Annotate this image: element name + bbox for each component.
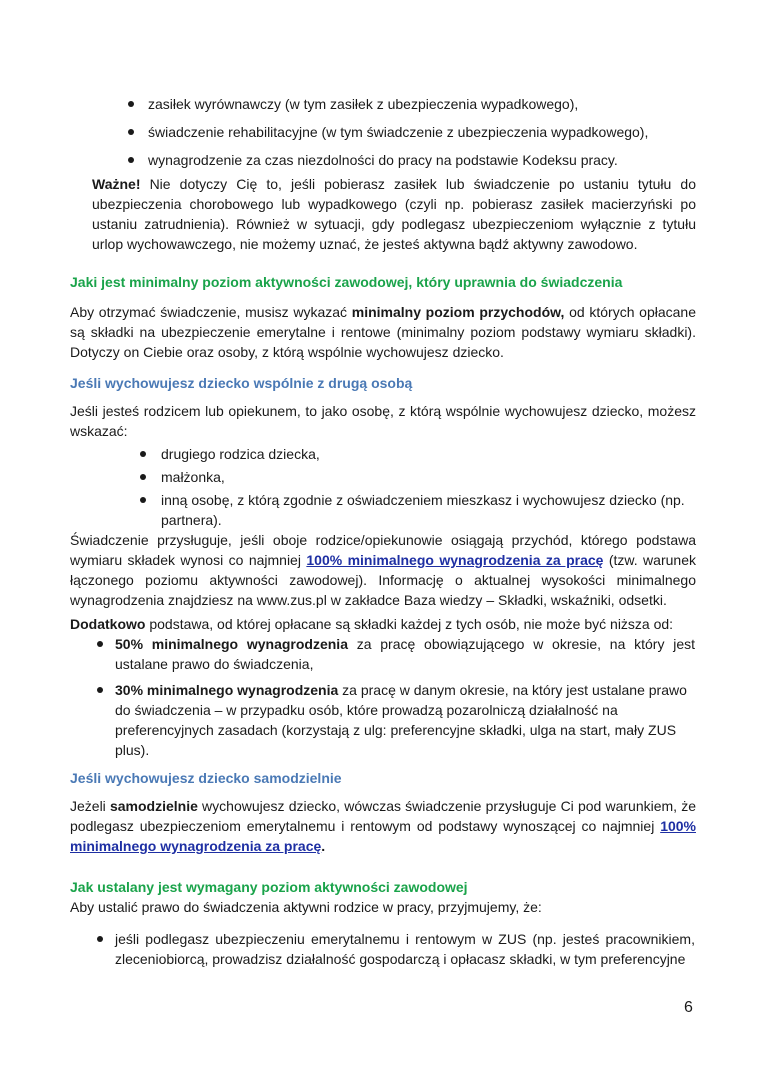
- minimum-wage-link[interactable]: 100% minimalnego wynagrodzenia za pracę: [70, 818, 696, 854]
- section-heading: Jeśli wychowujesz dziecko wspólnie z drugą osobą: [70, 375, 413, 391]
- list-item: świadczenie rehabilitacyjne (w tym świadczenie z ubezpieczenia wypadkowego),: [118, 122, 698, 150]
- section-heading: Jeśli wychowujesz dziecko samodzielnie: [70, 770, 342, 786]
- list-item: zasiłek wyrównawczy (w tym zasiłek z ubezpieczenia wypadkowego),: [118, 94, 698, 122]
- bullet-icon: [128, 157, 134, 163]
- list-item: inną osobę, z którą zgodnie z oświadczeniem mieszkasz i wychowujesz dziecko (np. partnera).: [132, 490, 698, 530]
- section-heading: Jak ustalany jest wymagany poziom aktywności zawodowej: [70, 879, 468, 895]
- paragraph: Jeśli jesteś rodzicem lub opiekunem, to jako osobę, z którą wspólnie wychowujesz dziecko, możesz wskazać:: [70, 403, 696, 439]
- bullet-icon: [97, 641, 103, 647]
- bullet-list: [132, 444, 698, 530]
- list-item: drugiego rodzica dziecka,: [132, 444, 698, 467]
- sub-bullet-list: [92, 634, 698, 760]
- list-item: 50% minimalnego wynagrodzenia za pracę obowiązującego w okresie, na który jest ustalane prawo do świadczenia,: [92, 634, 698, 680]
- paragraph: Dodatkowo podstawa, od której opłacane są składki każdej z tych osób, nie może być niższa od:: [70, 616, 674, 632]
- list-item: 30% minimalnego wynagrodzenia za pracę w danym okresie, na który jest ustalane prawo do świadczenia – w przypadku osób, które prowadzą pozarolniczą działalność na preferencyjnych zasadach (korzystają z ulg: preferencyjne składki, ulga na start, mały ZUS plus).: [92, 680, 698, 760]
- paragraph: Jeżeli samodzielnie wychowujesz dziecko, wówczas świadczenie przysługuje Ci pod warunkiem, że podlegasz ubezpieczeniom emerytalnemu i rentowym od podstawy wynoszącej co najmniej 100% minimalnego wynagrodzenia za pracę.: [70, 798, 697, 854]
- page-number: 6: [684, 999, 693, 1016]
- bullet-list: [92, 929, 698, 969]
- bullet-icon: [128, 129, 134, 135]
- paragraph: Aby otrzymać świadczenie, musisz wykazać minimalny poziom przychodów, od których opłacane są składki na ubezpieczenie emerytalne i rentowe (minimalny poziom podstawy wymiaru składki). Dotyczy on Ciebie oraz osoby, z którą wspólnie wychowujesz dziecko.: [70, 304, 696, 360]
- section-heading: Jaki jest minimalny poziom aktywności zawodowej, który uprawnia do świadczenia: [70, 274, 623, 290]
- bullet-icon: [128, 101, 134, 107]
- bullet-icon: [140, 497, 146, 503]
- paragraph: Świadczenie przysługuje, jeśli oboje rodzice/opiekunowie osiągają przychód, którego podstawa wymiaru składek wynosi co najmniej 100% minimalnego wynagrodzenia za pracę (tzw. warunek łączonego poziomu aktywności zawodowej). Informację o aktualnej wysokości minimalnego wynagrodzenia znajdziesz na www.zus.pl w zakładce Baza wiedzy – Składki, wskaźniki, odsetki.: [70, 532, 696, 608]
- bullet-icon: [97, 687, 103, 693]
- list-item: jeśli podlegasz ubezpieczeniu emerytalnemu i rentowym w ZUS (np. jesteś pracownikiem, zleceniobiorcą, prowadzisz działalność gospodarczą i opłacasz składki, w tym preferencyjne: [92, 929, 698, 969]
- bullet-icon: [97, 936, 103, 942]
- important-note: Ważne! Nie dotyczy Cię to, jeśli pobierasz zasiłek lub świadczenie po ustaniu tytułu do ubezpieczenia chorobowego lub wypadkowego (czyli np. pobierasz zasiłek macierzyński po ustaniu zatrudnienia). Również w sytuacji, gdy podlegasz ubezpieczeniom wyłącznie z tytułu urlop wychowawczego, nie możemy uznać, że jesteś aktywna bądź aktywny zawodowo.: [92, 176, 696, 252]
- important-label: Ważne!: [92, 176, 141, 192]
- list-item: małżonka,: [132, 467, 698, 490]
- minimum-wage-link[interactable]: 100% minimalnego wynagrodzenia za pracę: [306, 552, 604, 568]
- bullet-icon: [140, 474, 146, 480]
- paragraph: Aby ustalić prawo do świadczenia aktywni rodzice w pracy, przyjmujemy, że:: [70, 899, 542, 915]
- bullet-icon: [140, 451, 146, 457]
- list-item: wynagrodzenie za czas niezdolności do pracy na podstawie Kodeksu pracy.: [118, 150, 698, 178]
- top-bullet-list: [118, 94, 698, 178]
